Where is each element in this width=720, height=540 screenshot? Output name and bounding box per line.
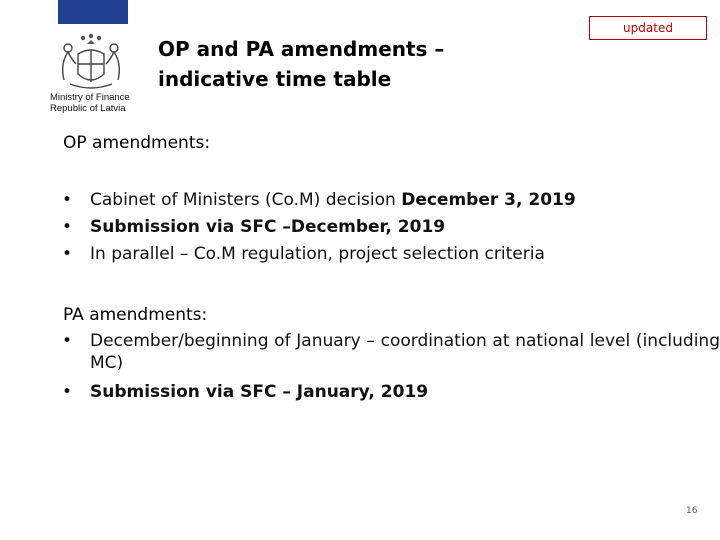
page-number: 16 xyxy=(686,506,698,516)
org-line-2: Republic of Latvia xyxy=(50,103,126,114)
organization-name xyxy=(50,92,140,114)
bullet: • xyxy=(62,190,73,210)
pa-list-container xyxy=(62,330,720,406)
title-line-2: indicative time table xyxy=(158,67,392,91)
op-item-bold: Submission via SFC –December, 2019 xyxy=(90,217,446,237)
op-list-item xyxy=(62,241,576,268)
bullet: • xyxy=(62,382,73,402)
updated-badge: updated xyxy=(589,16,707,40)
pa-heading: PA amendments: xyxy=(63,305,208,325)
pa-list xyxy=(62,330,720,406)
op-list-container xyxy=(62,187,576,268)
bullet: • xyxy=(62,217,73,237)
bullet: • xyxy=(62,244,73,264)
op-list xyxy=(62,187,576,268)
op-item-text: In parallel – Co.M regulation, project selection criteria xyxy=(90,244,545,264)
pa-item-bold: Submission via SFC – January, 2019 xyxy=(90,382,429,402)
eu-flag-strip xyxy=(58,0,128,24)
op-item-bold: December 3, 2019 xyxy=(401,190,576,210)
op-list-item xyxy=(62,214,576,241)
bullet: • xyxy=(62,331,73,351)
slide-title xyxy=(158,34,444,94)
pa-list-item xyxy=(62,330,720,379)
op-heading: OP amendments: xyxy=(63,133,211,153)
op-item-text: Cabinet of Ministers (Co.M) decision xyxy=(90,190,402,210)
org-line-1: Ministry of Finance xyxy=(50,92,130,103)
op-list-item xyxy=(62,187,576,214)
title-line-1: OP and PA amendments – xyxy=(158,37,445,61)
pa-list-item xyxy=(62,379,720,406)
pa-item-text: December/beginning of January – coordination at national level (including MC) xyxy=(90,331,720,373)
